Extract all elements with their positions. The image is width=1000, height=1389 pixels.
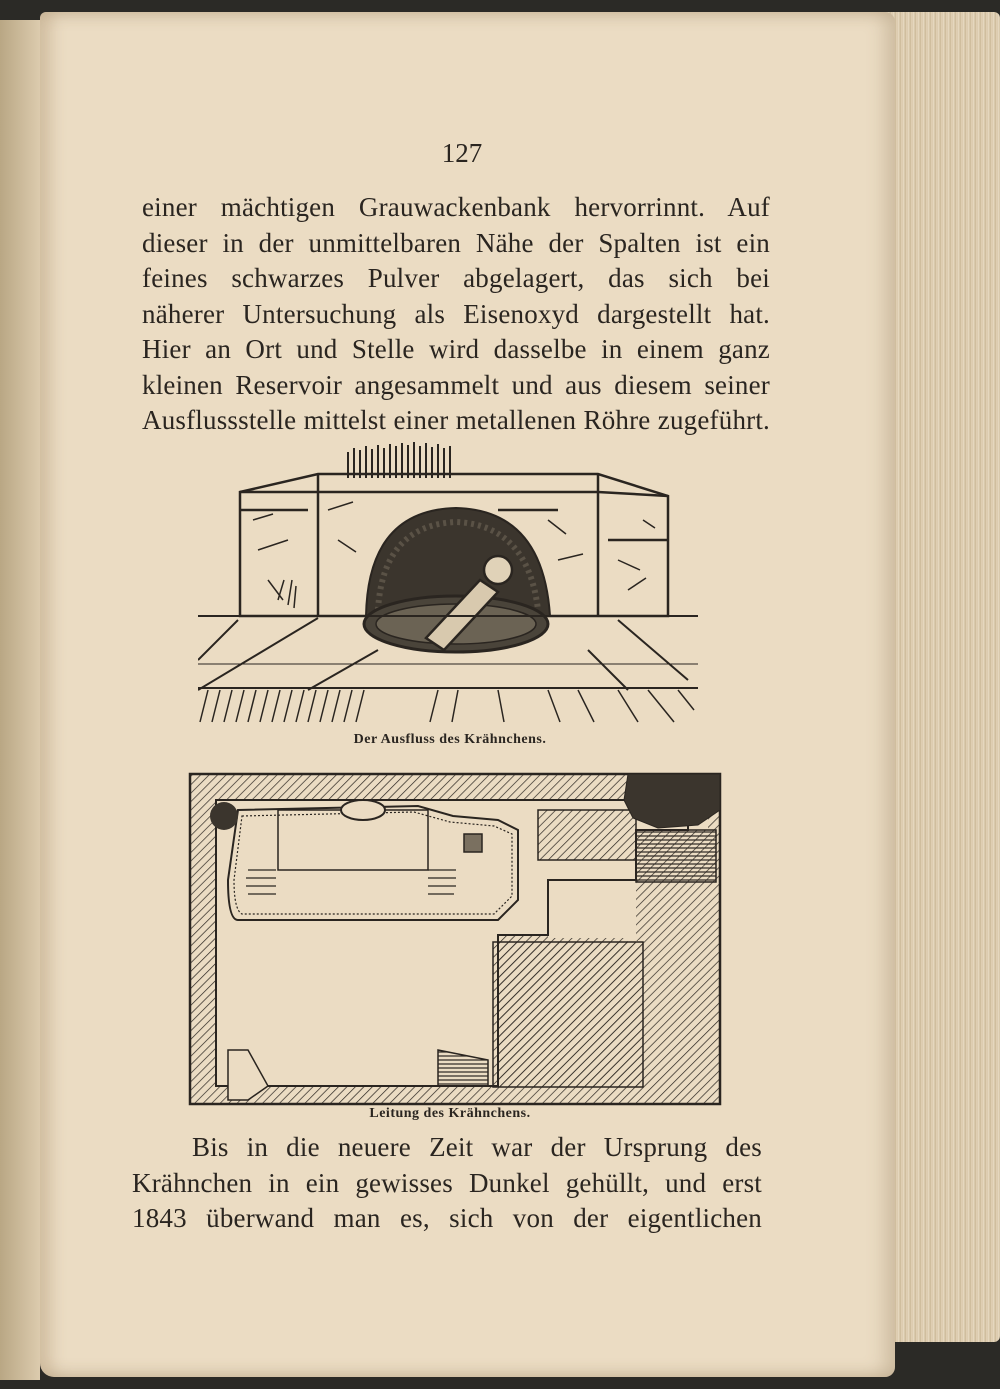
text-line: Ausflussstelle mittelst einer metallenen Röhre zugeführt. <box>142 405 770 435</box>
bottom-paragraph <box>132 1130 762 1237</box>
figure2-caption: Leitung des Krähnchens. <box>369 1106 531 1121</box>
text-line: kleinen Reservoir angesammelt und aus diesem seiner <box>142 369 770 400</box>
text-line: Krähnchen in ein gewisses Dunkel gehüllt, und erst <box>132 1167 762 1198</box>
text-line: 1843 überwand man es, sich von der eigentlichen <box>132 1203 762 1233</box>
top-paragraph <box>142 190 770 439</box>
conduit-plan-illustration <box>188 770 728 1110</box>
text-line: feines schwarzes Pulver abgelagert, das sich bei <box>142 263 770 293</box>
text-line: dieser in der unmittelbaren Nähe der Spalten ist ein <box>142 227 770 258</box>
text-line: Bis in die neuere Zeit war der Ursprung des <box>192 1132 762 1162</box>
page-number: 127 <box>441 138 483 168</box>
spring-outlet-illustration <box>198 440 698 730</box>
text-line: näherer Untersuchung als Eisenoxyd dargestellt hat. <box>142 298 770 329</box>
text-line: einer mächtigen Grauwackenbank hervorrinnt. Auf <box>142 192 770 222</box>
page-block-edges <box>882 12 1000 1342</box>
previous-page-edge <box>0 20 40 1380</box>
figure1-caption: Der Ausfluss des Krähnchens. <box>353 732 547 747</box>
text-line: Hier an Ort und Stelle wird dasselbe in einem ganz <box>142 334 770 364</box>
